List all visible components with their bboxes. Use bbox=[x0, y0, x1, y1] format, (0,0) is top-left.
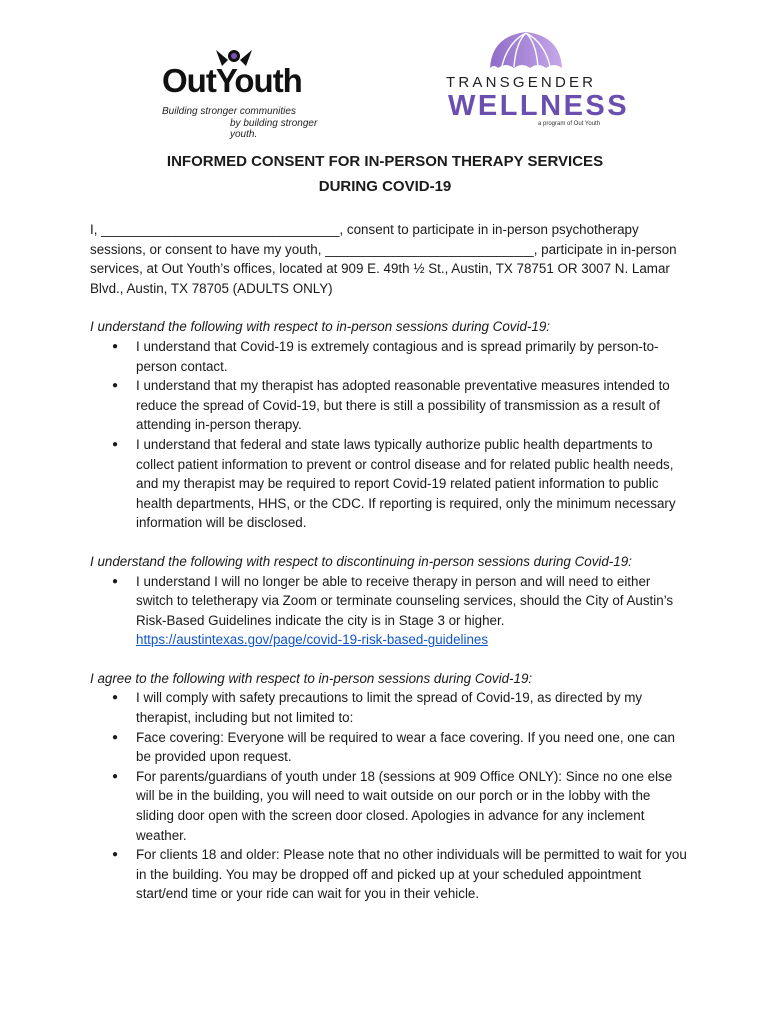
out-youth-logo bbox=[158, 46, 338, 140]
list-item: ● Face covering: Everyone will be required to wear a face covering. If you need one, one can be provided upon request. bbox=[90, 728, 690, 767]
out-youth-tagline-1: Building stronger communities bbox=[162, 106, 296, 117]
tw-subtitle: a program of Out Youth bbox=[538, 121, 601, 127]
section-3-heading: I agree to the following with respect to in-person sessions during Covid-19: bbox=[90, 670, 533, 686]
transgender-wellness-logo bbox=[446, 28, 630, 132]
section-2-list bbox=[90, 572, 690, 650]
section-2-item-text: I understand I will no longer be able to receive therapy in person and will need to either switch to teletherapy via Zoom or terminate counseling services, should the City of Austin’s Risk-Based Guidelines indicate the city is in Stage 3 or higher. bbox=[136, 573, 674, 628]
list-item bbox=[90, 572, 690, 650]
list-item: ● I understand that federal and state laws typically authorize public health departments to collect patient information to prevent or control disease and for related public health needs, and my therapist may be required to report Covid-19 related patient information to public health departments, HHS, or the CDC. If reporting is required, only the minimum necessary information will be disclosed. bbox=[90, 435, 690, 533]
section-2-heading: I understand the following with respect to discontinuing in-person sessions during Covid-19: bbox=[90, 553, 632, 569]
section-1-list bbox=[90, 337, 690, 533]
consent-body bbox=[90, 220, 690, 923]
intro-paragraph: I, ________________________________, consent to participate in in-person psychotherapy sessions, or consent to have my youth, ____________________________, participate in in-person services, at Out Youth’s offices, located at 909 E. 49th ½ St., Austin, TX 78751 OR 3007 N. Lamar Blvd., Austin, TX 78705 (ADULTS ONLY) bbox=[90, 222, 677, 296]
out-youth-tagline-2: by building stronger youth. bbox=[230, 118, 318, 140]
tw-line-1: TRANSGENDER bbox=[446, 74, 597, 91]
page-title-line-1: INFORMED CONSENT FOR IN-PERSON THERAPY SERVICES bbox=[166, 153, 604, 170]
list-item: ● For parents/guardians of youth under 18 (sessions at 909 Office ONLY): Since no one else will be in the building, you will need to wait outside on our porch or in the lobby with the sliding door open with the screen door closed. Apologies in advance for any inclement weather. bbox=[90, 767, 690, 845]
umbrella-icon bbox=[446, 28, 610, 72]
list-item: ● I will comply with safety precautions to limit the spread of Covid-19, as directed by my therapist, including but not limited to: bbox=[90, 688, 690, 727]
tw-line-2: WELLNESS bbox=[448, 90, 630, 122]
page-title-line-2: DURING COVID-19 bbox=[318, 178, 452, 195]
list-item: ● I understand that Covid-19 is extremely contagious and is spread primarily by person-to-person contact. bbox=[90, 337, 690, 376]
list-item: ● For clients 18 and older: Please note that no other individuals will be permitted to wait for you in the building. You may be dropped off and picked up at your scheduled appointment start/end time or your ride can wait for you in their vehicle. bbox=[90, 845, 690, 904]
section-1-heading: I understand the following with respect to in-person sessions during Covid-19: bbox=[90, 319, 550, 335]
out-youth-brand: OutYouth bbox=[162, 62, 302, 99]
section-3-list bbox=[90, 688, 690, 904]
risk-guidelines-link[interactable]: https://austintexas.gov/page/covid-19-risk-based-guidelines bbox=[136, 632, 489, 648]
list-item: ● I understand that my therapist has adopted reasonable preventative measures intended to reduce the spread of Covid-19, but there is still a possibility of transmission as a result of attending in-person therapy. bbox=[90, 376, 690, 435]
